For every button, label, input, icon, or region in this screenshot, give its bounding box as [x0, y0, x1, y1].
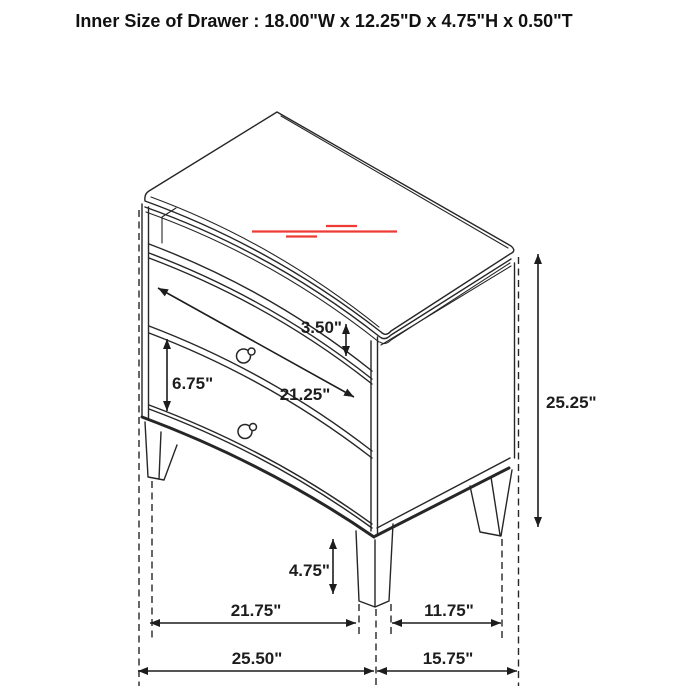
dimension-overall-height [538, 254, 597, 527]
dimension-label-side-depth-between-legs: 11.75" [424, 601, 474, 620]
right-leg [470, 470, 512, 536]
shelf-interior-corner [162, 208, 176, 243]
diagram-title: Inner Size of Drawer : 18.00"W x 12.25"D x 4.75"H x 0.50"T [75, 11, 573, 31]
side-bottom-rail [376, 468, 510, 536]
top-panel [145, 112, 514, 344]
dimension-leg-height [289, 539, 333, 594]
dimension-front-width-between-legs [150, 601, 356, 623]
dimension-label-bottom-drawer-height: 6.75" [172, 374, 214, 393]
drawer-knob-stem [250, 424, 257, 431]
side-apron-top [377, 458, 510, 528]
top-panel-outline [145, 112, 514, 334]
dimension-side-depth-between-legs [392, 601, 501, 623]
dimension-overall-depth [377, 649, 517, 671]
dimension-label-overall-height: 25.25" [546, 393, 597, 412]
case-left-edge [142, 204, 149, 420]
dimension-overall-width [138, 649, 374, 671]
dimension-label-overall-width: 25.50" [231, 649, 283, 668]
nightstand-drawing [142, 112, 515, 607]
front-bottom-rail [142, 417, 374, 537]
bottom-drawer-bottom-edge [149, 405, 372, 528]
dimension-label-drawer-front-width: 21.25" [279, 385, 331, 404]
dimension-label-overall-depth: 15.75" [422, 649, 474, 668]
drawer-knob-stem [248, 348, 255, 355]
dimension-label-leg-height: 4.75" [288, 561, 330, 580]
dimension-label-front-width-between-legs: 21.75" [230, 601, 282, 620]
dimension-label-shelf-opening-height: 3.50" [300, 318, 342, 337]
bottom-drawer [149, 405, 372, 528]
front-corner-stile [371, 337, 378, 535]
left-leg [145, 422, 177, 480]
